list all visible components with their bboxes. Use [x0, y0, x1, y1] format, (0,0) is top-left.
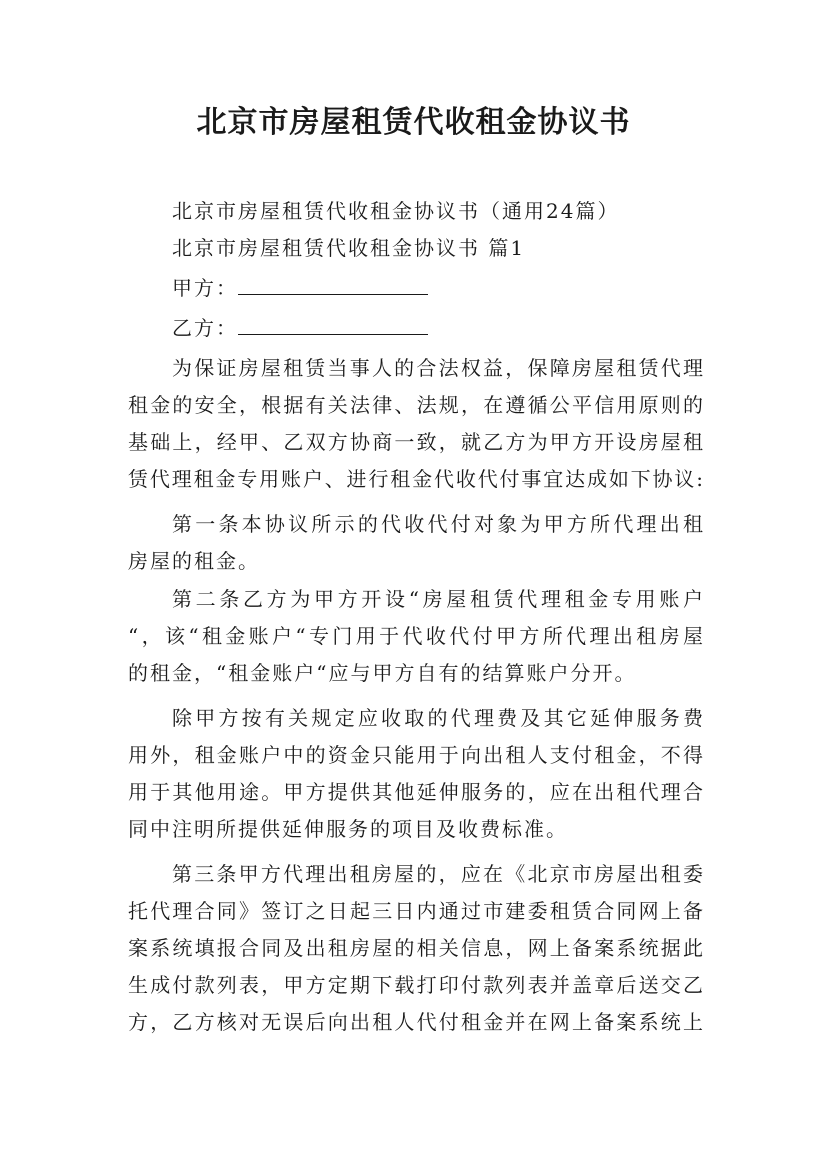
paragraph-line: 为保证房屋租赁当事人的合法权益，保障房屋租赁代理	[172, 356, 703, 380]
paragraph-line: 赁代理租金专用账户、进行租金代收代付事宜达成如下协议:	[128, 467, 703, 491]
paragraph-line: 用外，租金账户中的资金只能用于向出租人支付租金，不得	[128, 743, 703, 767]
paragraph-line: 的租金，“租金账户“应与甲方自有的结算账户分开。	[128, 661, 637, 685]
party-b-blank	[238, 312, 428, 335]
paragraph-line: 生成付款列表，甲方定期下载打印付款列表并盖章后送交乙	[128, 973, 703, 997]
paragraph-line: 同中注明所提供延伸服务的项目及收费标准。	[128, 817, 568, 841]
paragraph-line: 第一条本协议所示的代收代付对象为甲方所代理出租	[172, 512, 703, 536]
party-a-blank	[238, 272, 428, 295]
document-title: 北京市房屋租赁代收租金协议书	[196, 105, 631, 140]
paragraph-line: 除甲方按有关规定应收取的代理费及其它延伸服务费	[172, 706, 703, 730]
paragraph-line: “，该“租金账户“专门用于代收代付甲方所代理出租房屋	[128, 624, 703, 648]
paragraph-line: 基础上，经甲、乙双方协商一致，就乙方为甲方开设房屋租	[128, 430, 703, 454]
party-a-line	[172, 270, 703, 307]
party-b-label: 乙方：	[172, 316, 238, 340]
paragraph-line: 方，乙方核对无误后向出租人代付租金并在网上备案系统上	[128, 1010, 703, 1034]
paragraph-line: 第三条甲方代理出租房屋的，应在《北京市房屋出租委	[172, 862, 703, 886]
paragraph-line: 第二条乙方为甲方开设“房屋租赁代理租金专用账户	[172, 587, 703, 611]
party-b-line	[172, 310, 703, 347]
section-heading: 北京市房屋租赁代收租金协议书 篇1	[172, 236, 526, 260]
paragraph-line: 托代理合同》签订之日起三日内通过市建委租赁合同网上备	[128, 899, 703, 923]
paragraph-line: 房屋的租金。	[128, 549, 260, 573]
party-a-label: 甲方：	[172, 276, 238, 300]
paragraph-line: 案系统填报合同及出租房屋的相关信息，网上备案系统据此	[128, 936, 703, 960]
document-subtitle: 北京市房屋租赁代收租金协议书（通用24篇）	[172, 199, 620, 223]
paragraph-line: 用于其他用途。甲方提供其他延伸服务的，应在出租代理合	[128, 780, 703, 804]
paragraph-line: 租金的安全，根据有关法律、法规，在遵循公平信用原则的	[128, 393, 703, 417]
